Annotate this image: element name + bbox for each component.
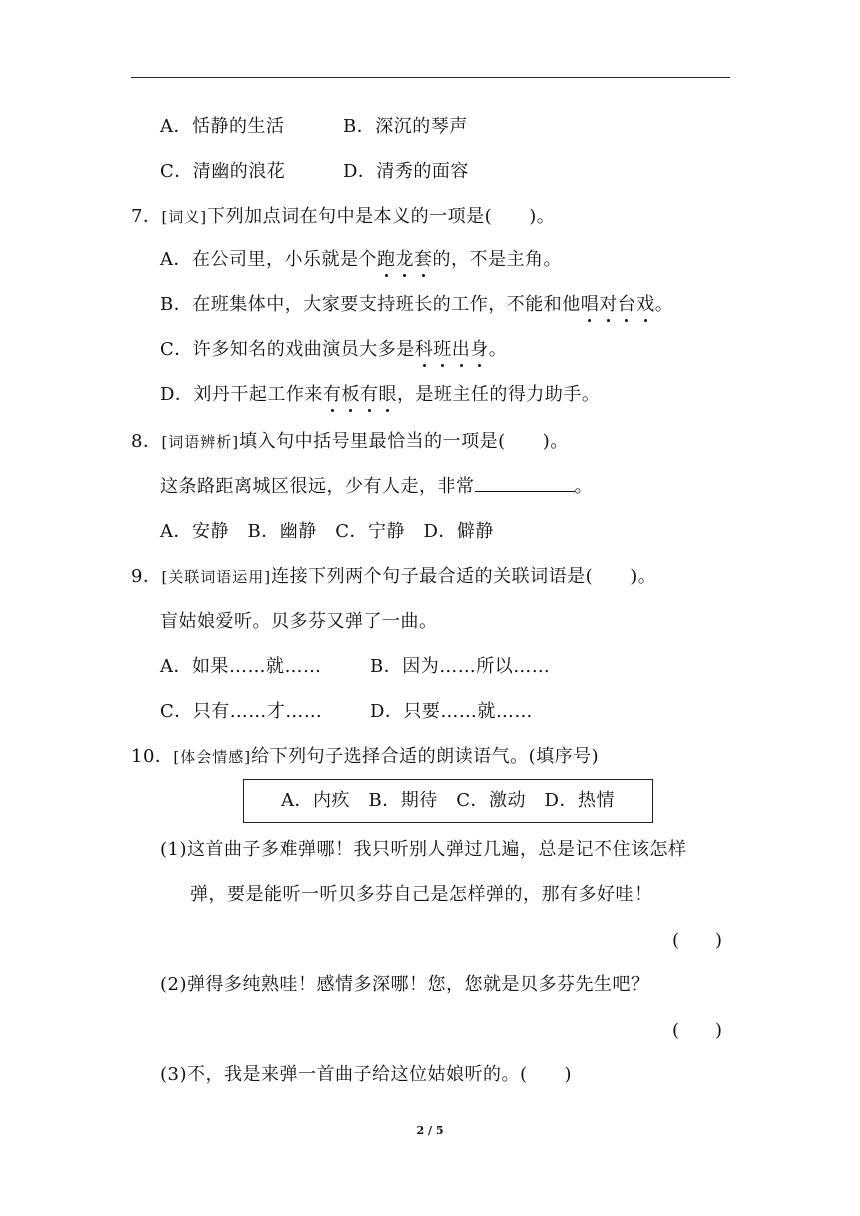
q10-sentence-1-line2: 弹，要是能听一听贝多芬自己是怎样弹的，那有多好哇！ [190,884,653,905]
q6-option-c: C．清幽的浪花 [160,161,286,182]
q8-sentence [160,475,593,499]
option-text: 。 [654,294,674,315]
option-text: ，是班主任的得力助手。 [396,384,601,405]
question-tag: [关联词语运用] [161,568,272,586]
question-number: 7． [131,206,162,227]
dotted-char: 眼 [378,384,397,405]
q9-options-row2 [160,700,533,724]
q9-sentence: 盲姑娘爱听。贝多芬又弹了一曲。 [160,611,438,632]
option-text: B．在班集体中，大家要支持班长的工作，不能和他 [160,294,581,315]
q8-stem [131,430,569,454]
sentence-text: 。 [574,476,593,497]
dotted-char: 龙 [395,249,414,270]
q7-option-c [160,338,507,362]
answer-blank[interactable] [475,475,575,492]
q6-options-row2 [160,160,469,184]
option-text: A．在公司里，小乐就是个 [160,249,377,270]
q10-sentence-1-line1: (1)这首曲子多难弹哪！我只听别人弹过几遍，总是记不住该怎样 [160,839,687,860]
dotted-char: 对 [599,294,618,315]
page-number: 2 / 5 [416,1124,444,1137]
q10-answer-2[interactable]: ( ) [672,1020,723,1041]
dotted-char: 科 [414,339,434,360]
question-number: 10． [131,746,174,767]
question-text: 给下列句子选择合适的朗读语气。(填序号) [251,746,600,767]
q7-stem [131,205,555,229]
option-text: D．刘丹干起工作来 [160,384,323,405]
dotted-char: 板 [341,384,360,405]
q7-option-a [160,248,562,272]
q9-option-a: A．如果……就…… [160,656,322,677]
dotted-char: 套 [414,249,433,270]
option-text: 。 [488,339,508,360]
q9-option-b: B．因为……所以…… [370,656,551,677]
dotted-char: 出 [451,339,471,360]
dotted-char: 身 [470,339,489,360]
question-number: 9． [131,566,162,587]
option-text: C．许多知名的戏曲演员大多是 [160,339,415,360]
q7-option-d [160,383,600,407]
option-text: 的，不是主角。 [432,249,562,270]
question-tag: [词语辨析] [161,433,240,451]
dotted-char: 有 [322,384,342,405]
question-text: 连接下列两个句子最合适的关联词语是( )。 [271,566,657,587]
q10-sentence-3: (3)不，我是来弹一首曲子给这位姑娘听的。( ) [160,1064,573,1085]
q10-sentence-2: (2)弹得多纯熟哇！感情多深哪！您，您就是贝多芬先生吧？ [160,974,650,995]
sentence-text: 这条路距离城区很远，少有人走，非常 [160,476,475,497]
q6-option-b: B．深沉的琴声 [343,116,468,137]
q9-stem [131,565,656,589]
q6-option-d: D．清秀的面容 [343,161,469,182]
dotted-char: 台 [617,294,637,315]
dotted-char: 唱 [580,294,600,315]
header-rule [131,77,730,78]
q6-options-row1 [160,115,468,139]
q10-answer-1[interactable]: ( ) [672,930,723,951]
q8-options: A．安静 B．幽静 C．宁静 D．僻静 [160,521,494,542]
dotted-char: 戏 [636,294,655,315]
dotted-char: 跑 [377,249,396,270]
q7-option-b [160,293,673,317]
q10-choice-box: A．内疚 B．期待 C．激动 D．热情 [243,779,653,823]
dotted-char: 有 [359,384,379,405]
dotted-char: 班 [433,339,452,360]
question-number: 8． [131,431,162,452]
q9-options-row1 [160,655,550,679]
question-text: 填入句中括号里最恰当的一项是( )。 [239,431,569,452]
question-text: 下列加点词在句中是本义的一项是( )。 [207,206,556,227]
q10-stem [131,745,599,769]
question-tag: [词义] [161,208,208,226]
q9-option-c: C．只有……才…… [160,701,323,722]
q9-option-d: D．只要……就…… [370,701,533,722]
q6-option-a: A．恬静的生活 [160,116,285,137]
question-tag: [体会情感] [173,748,252,766]
